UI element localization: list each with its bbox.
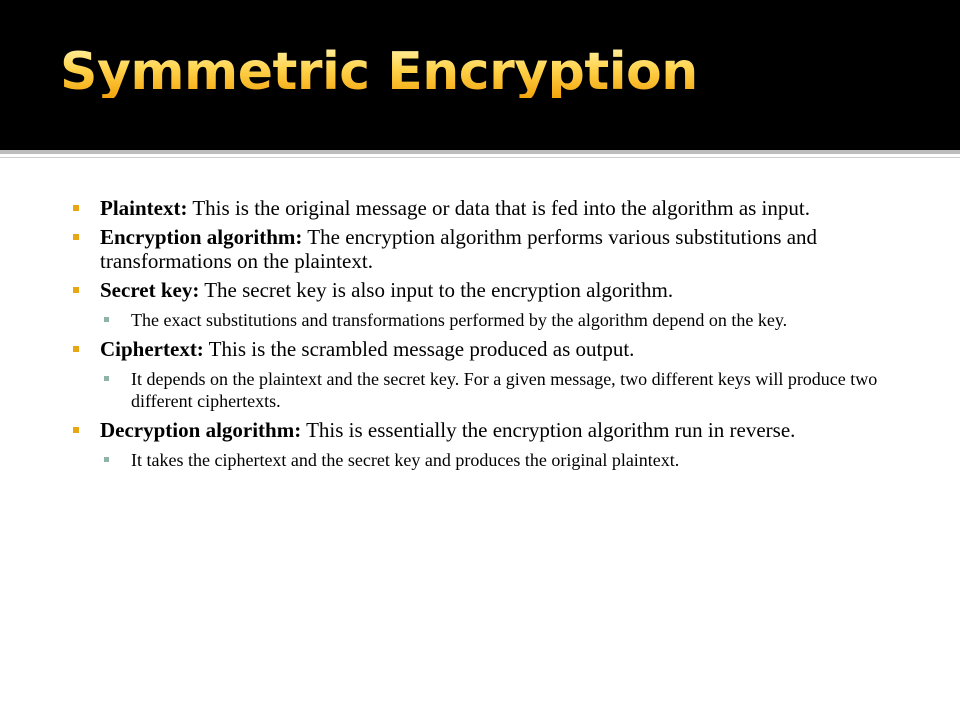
sub-item-text: It takes the ciphertext and the secret key and produces the original plaintext. [131,450,680,470]
square-bullet-icon [73,346,79,352]
item-term: Encryption algorithm: [100,225,303,249]
list-item [70,196,915,220]
sub-item-text: The exact substitutions and transformations performed by the algorithm depend on the key. [131,310,788,330]
bullet-list [70,196,915,471]
title-divider [0,150,960,154]
square-bullet-icon [73,205,79,211]
item-text: The encryption algorithm performs various substitutions and transformations on the plaintext. [100,225,818,273]
item-text: This is the scrambled message produced as output. [203,337,635,361]
title-bar [0,0,960,150]
item-term: Decryption algorithm: [100,418,302,442]
slide-content [70,196,915,477]
sub-item-text: It depends on the plaintext and the secret key. For a given message, two different keys will produce two different ciphertexts. [131,369,878,411]
sub-list-item [70,368,915,412]
slide-title: Symmetric Encryption [60,42,698,102]
list-item [70,418,915,442]
item-text: This is the original message or data that is fed into the algorithm as input. [187,196,810,220]
list-item [70,278,915,302]
list-item [70,225,915,273]
item-term: Ciphertext: [100,337,204,361]
item-term: Plaintext: [100,196,188,220]
item-term: Secret key: [100,278,200,302]
sub-list-item [70,309,915,331]
item-text: This is essentially the encryption algorithm run in reverse. [301,418,796,442]
list-item [70,337,915,361]
sub-list-item [70,449,915,471]
square-bullet-icon [73,234,79,240]
square-bullet-icon [73,427,79,433]
square-bullet-icon [104,317,109,322]
item-text: The secret key is also input to the encryption algorithm. [199,278,674,302]
square-bullet-icon [73,287,79,293]
square-bullet-icon [104,376,109,381]
title-divider-thin [0,157,960,158]
square-bullet-icon [104,457,109,462]
